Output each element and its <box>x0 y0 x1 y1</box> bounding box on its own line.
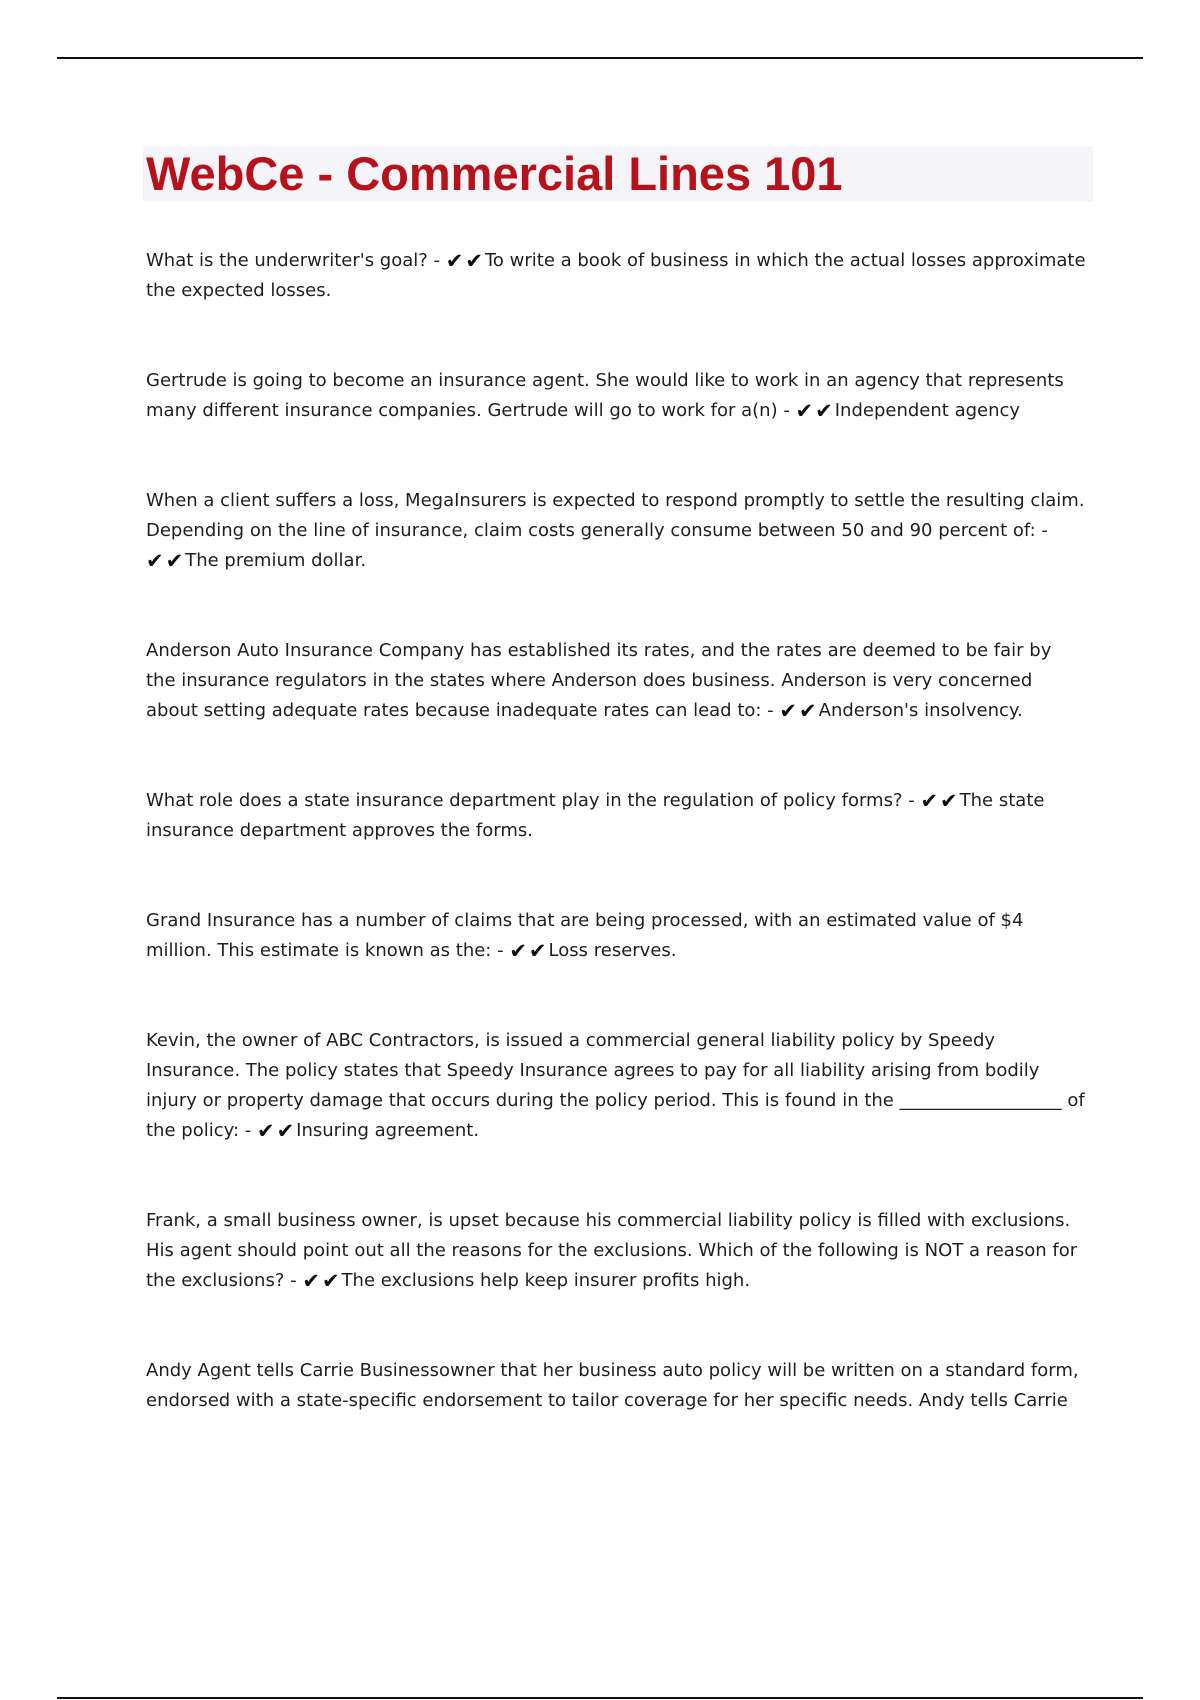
answer-text: Loss reserves. <box>548 940 677 961</box>
check-icon: ✔✔ <box>146 549 186 573</box>
answer-text: The exclusions help keep insurer profits high. <box>341 1270 751 1291</box>
question-text: Anderson Auto Insurance Company has established its rates, and the rates are deemed to be fair by the insurance regulators in the states where Anderson does business. Anderson is very concerned about setting adequate rates because inadequate rates can lead to: - <box>146 640 1052 721</box>
qa-item <box>146 1356 1086 1416</box>
question-text: Frank, a small business owner, is upset because his commercial liability policy is filled with exclusions. His agent should point out all the reasons for the exclusions. Which of the following is NOT a reason for the exclusions? - <box>146 1210 1078 1291</box>
qa-list <box>146 246 1086 1476</box>
qa-item <box>146 786 1086 846</box>
check-icon: ✔✔ <box>256 1119 297 1143</box>
check-icon: ✔✔ <box>920 789 960 813</box>
answer-text: To write a book of business in which the actual losses approximate the expected losses. <box>146 250 1086 301</box>
question-text: What role does a state insurance department play in the regulation of policy forms? - <box>146 790 915 811</box>
qa-item <box>146 366 1086 426</box>
check-icon: ✔✔ <box>445 249 485 273</box>
check-icon: ✔✔ <box>302 1269 342 1293</box>
qa-item <box>146 486 1086 576</box>
check-icon: ✔✔ <box>509 939 549 963</box>
question-text: Andy Agent tells Carrie Businessowner that her business auto policy will be written on a standard form, endorsed with a state-specific endorsement to tailor coverage for her specific needs. Andy tells Carrie <box>146 1360 1079 1411</box>
qa-item <box>146 906 1086 966</box>
answer-text: Independent agency <box>834 400 1021 421</box>
document-title: WebCe - Commercial Lines 101 <box>146 147 843 200</box>
qa-item <box>146 636 1086 726</box>
question-text: When a client suffers a loss, MegaInsurers is expected to respond promptly to settle the resulting claim. Depending on the line of insurance, claim costs generally consume between 50 and 90 percent of: - <box>146 490 1085 541</box>
check-icon: ✔✔ <box>779 699 819 723</box>
question-text: What is the underwriter's goal? - <box>146 250 441 271</box>
page-top-rule <box>57 57 1143 59</box>
answer-text: Insuring agreement. <box>296 1120 480 1141</box>
qa-item <box>146 1206 1086 1296</box>
question-text: Kevin, the owner of ABC Contractors, is issued a commercial general liability policy by Speedy Insurance. The policy states that Speedy Insurance agrees to pay for all liability arising from bodily injury or property damage that occurs during the policy period. This is found in the __________________ of the policy: - <box>146 1030 1085 1141</box>
answer-text: Anderson's insolvency. <box>818 700 1023 721</box>
page-bottom-rule <box>57 1697 1143 1699</box>
qa-item <box>146 246 1086 306</box>
question-text: Gertrude is going to become an insurance agent. She would like to work in an agency that represents many different insurance companies. Gertrude will go to work for a(n) - <box>146 370 1064 421</box>
qa-item <box>146 1026 1086 1146</box>
answer-text: The state insurance department approves the forms. <box>146 790 1045 841</box>
answer-text: The premium dollar. <box>185 550 367 571</box>
question-text: Grand Insurance has a number of claims that are being processed, with an estimated value of $4 million. This estimate is known as the: - <box>146 910 1024 961</box>
check-icon: ✔✔ <box>795 399 835 423</box>
